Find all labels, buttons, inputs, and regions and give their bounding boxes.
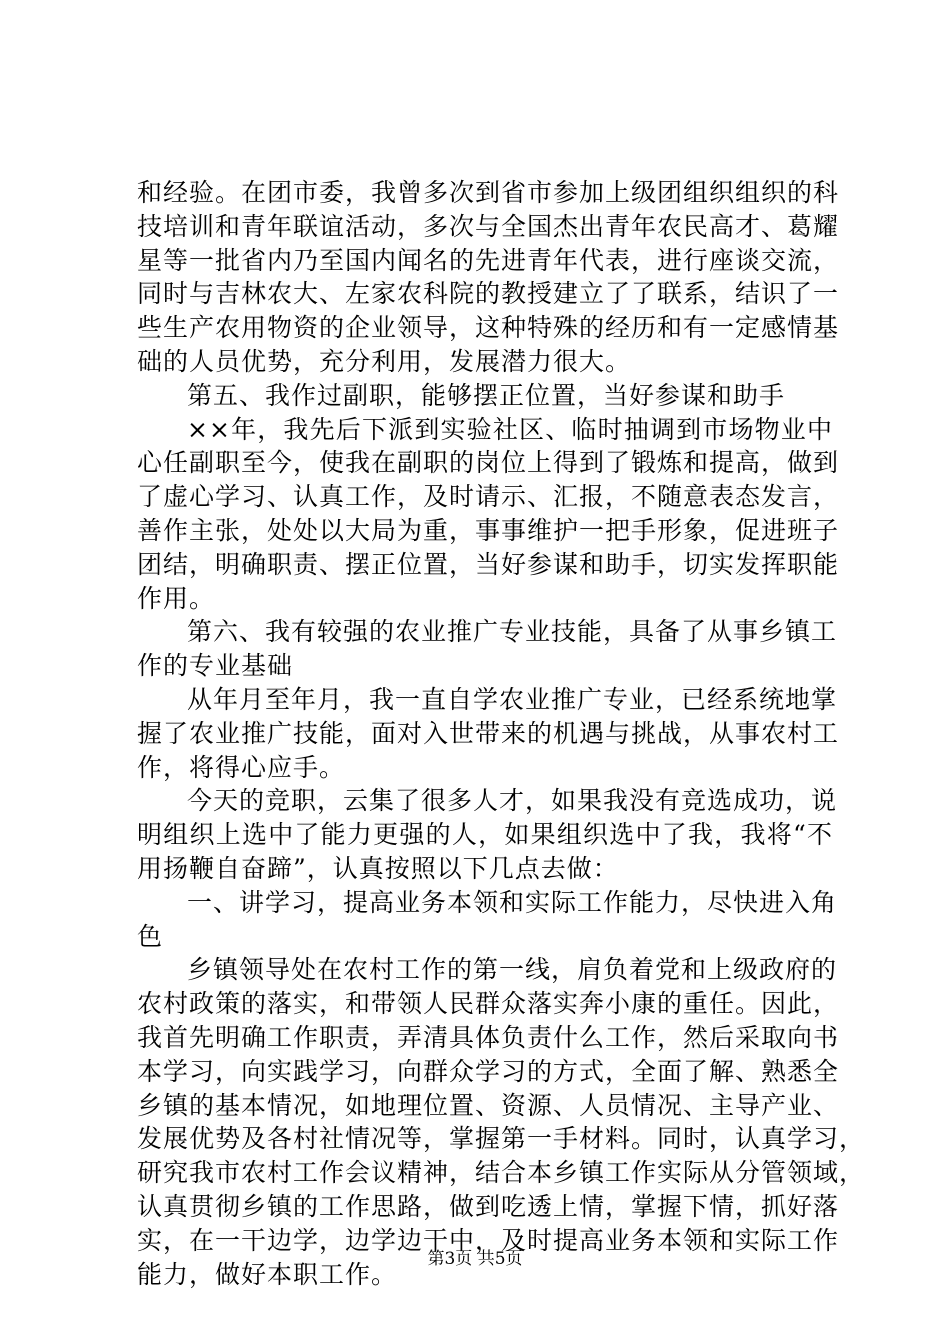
text-line: 从年月至年月，我一直自学农业推广专业，已经系统地掌: [187, 684, 838, 714]
text-line: 发展优势及各村社情况等，掌握第一手材料。同时，认真学习，: [137, 1124, 866, 1154]
text-line: 农村政策的落实，和带领人民群众落实奔小康的重任。因此，: [137, 989, 840, 1019]
text-line: 明组织上选中了能力更强的人，如果组织选中了我，我将“不: [137, 820, 833, 850]
text-line: 星等一批省内乃至国内闻名的先进青年代表，进行座谈交流，: [137, 245, 840, 275]
paragraph: [137, 615, 838, 683]
text-line: 研究我市农村工作会议精神，结合本乡镇工作实际从分管领域，: [137, 1158, 866, 1188]
text-line: 乡镇的基本情况，如地理位置、资源、人员情况、主导产业、: [137, 1090, 840, 1120]
text-line: 作的专业基础: [137, 651, 294, 681]
text-line: ××年，我先后下派到实验社区、临时抽调到市场物业中: [187, 414, 833, 444]
text-line: 认真贯彻乡镇的工作思路，做到吃透上情，掌握下情，抓好落: [137, 1191, 840, 1221]
text-line: 能力，做好本职工作。: [137, 1259, 398, 1289]
text-line: 本学习，向实践学习，向群众学习的方式，全面了解、熟悉全: [137, 1056, 840, 1086]
text-line: 同时与吉林农大、左家农科院的教授建立了了联系，结识了一: [137, 279, 840, 309]
paragraph: [137, 886, 838, 954]
text-line: 善作主张，处处以大局为重，事事维护一把手形象，促进班子: [137, 515, 840, 545]
paragraph: [137, 784, 838, 885]
text-line: 第六、我有较强的农业推广专业技能，具备了从事乡镇工: [187, 617, 838, 647]
text-line: 一、讲学习，提高业务本领和实际工作能力，尽快进入角: [187, 887, 838, 917]
page-footer: 第3页 共5页: [427, 1249, 523, 1269]
paragraph: [137, 683, 840, 784]
text-line: 实，在一干边学，边学边干中，及时提高业务本领和实际工作: [137, 1225, 840, 1255]
paragraph: [137, 413, 840, 616]
text-line: 技培训和青年联谊活动，多次与全国杰出青年农民高才、葛耀: [137, 211, 840, 241]
text-line: 色: [137, 921, 164, 951]
text-line: 作，将得心应手。: [137, 752, 346, 782]
text-line: 今天的竞职，云集了很多人才，如果我没有竞选成功，说: [187, 786, 838, 816]
text-line: 了虚心学习、认真工作，及时请示、汇报，不随意表态发言，: [137, 482, 840, 512]
text-line: 我首先明确工作职责，弄清具体负责什么工作，然后采取向书: [137, 1022, 840, 1052]
text-line: 和经验。在团市委，我曾多次到省市参加上级团组织组织的科: [137, 178, 840, 207]
text-line: 用扬鞭自奋蹄”，认真按照以下几点去做：: [137, 853, 619, 883]
paragraph: [137, 953, 866, 1291]
paragraph: [137, 379, 833, 413]
text-line: 作用。: [137, 583, 216, 613]
text-line: 础的人员优势，充分利用，发展潜力很大。: [137, 346, 632, 376]
text-line: 乡镇领导处在农村工作的第一线，肩负着党和上级政府的: [187, 955, 838, 985]
paragraph: [137, 176, 840, 379]
document-body: [137, 176, 866, 1291]
text-line: 握了农业推广技能，面对入世带来的机遇与挑战，从事农村工: [137, 718, 840, 748]
text-line: 团结，明确职责、摆正位置，当好参谋和助手，切实发挥职能: [137, 549, 840, 579]
text-line: 第五、我作过副职，能够摆正位置，当好参谋和助手: [187, 380, 786, 410]
text-line: 些生产农用物资的企业领导，这种特殊的经历和有一定感情基: [137, 313, 840, 343]
text-line: 心任副职至今，使我在副职的岗位上得到了锻炼和提高，做到: [137, 448, 840, 478]
